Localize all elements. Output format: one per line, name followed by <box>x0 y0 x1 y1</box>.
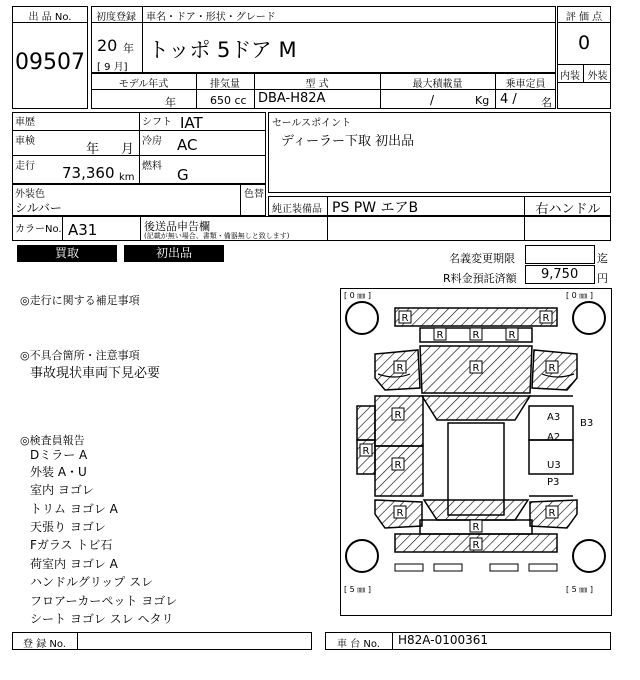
windshield-panel <box>422 396 530 420</box>
shift-value: IAT <box>180 114 203 132</box>
color-change-label: 色替 <box>244 189 264 200</box>
ext-color-value: シルバー <box>15 201 62 215</box>
repair-mark: R <box>394 460 402 471</box>
load-unit: Kg <box>475 94 490 107</box>
report-line: シート ヨゴレ スレ ヘタリ <box>30 612 174 626</box>
rear-left-tyre-icon <box>346 540 378 572</box>
color-no-value: A31 <box>68 221 98 239</box>
car-damage-diagram <box>340 288 612 616</box>
equipment-label: 純正装備品 <box>272 204 322 215</box>
chassis-label: 車 台 No. <box>337 639 380 650</box>
report-line: ハンドルグリップ スレ <box>30 575 154 589</box>
aftermarket-note: (記載が無い場合、書類・備器無しと致します) <box>144 232 290 240</box>
front-left-tyre-depth: [ 0 ㎜ ] <box>344 291 371 300</box>
report-line: 荷室内 ヨゴレ A <box>30 557 118 571</box>
damage-code-a3: A3 <box>547 412 561 423</box>
aftermarket-label: 後送品申告欄 <box>144 220 210 233</box>
ext-color-label: 外装色 <box>15 189 45 200</box>
recycle-amount: 9,750 <box>541 267 579 282</box>
first-reg-label: 初度登録 <box>96 12 136 23</box>
model-code: DBA-H82A <box>258 91 326 106</box>
load-slash: / <box>430 93 435 107</box>
inspector-report-label: ◎検査員報告 <box>20 434 85 447</box>
recycle-unit: 円 <box>597 272 608 285</box>
driving-notes-label: ◎走行に関する補足事項 <box>20 294 140 307</box>
rear-right-tyre-icon <box>573 540 605 572</box>
damage-code-u3: U3 <box>547 460 561 471</box>
lot-number-label: 出 品 No. <box>28 12 72 23</box>
repair-mark: R <box>472 330 480 341</box>
repair-mark: R <box>472 540 480 551</box>
repair-mark: R <box>548 508 556 519</box>
color-no-label: カラーNo. <box>15 224 62 235</box>
repair-mark: R <box>542 313 550 324</box>
name-change-field <box>525 245 595 264</box>
lot-number: 09507 <box>15 50 85 75</box>
color-no-row <box>12 216 611 241</box>
steering-value: 右ハンドル <box>535 202 601 217</box>
sales-point-text: ディーラー下取 初出品 <box>281 134 415 149</box>
sales-point-label: セールスポイント <box>272 118 352 129</box>
repair-mark: R <box>548 363 556 374</box>
recycle-label: R料金預託済額 <box>443 272 517 285</box>
report-line: Fガラス トビ石 <box>30 538 113 552</box>
capacity-label: 乗車定員 <box>505 79 546 90</box>
front-left-tyre-icon <box>346 302 378 334</box>
aircon-value: AC <box>177 136 198 154</box>
repair-mark: R <box>472 522 480 533</box>
displacement-label: 排気量 <box>210 79 240 90</box>
front-bumper-panel <box>395 308 557 326</box>
first-reg-month: [ 9 月] <box>97 62 128 73</box>
first-listing-badge: 初出品 <box>124 245 224 262</box>
inspection-year-unit: 年 <box>86 142 100 157</box>
buy-badge: 買取 <box>17 245 117 262</box>
mileage-value: 73,360 <box>62 164 115 182</box>
rear-right-tyre-depth: [ 5 ㎜ ] <box>566 585 593 594</box>
name-change-unit: 迄 <box>597 252 608 265</box>
repair-mark: R <box>508 330 516 341</box>
front-right-tyre-icon <box>573 302 605 334</box>
repair-mark: R <box>436 330 444 341</box>
history-label: 車歴 <box>15 117 35 128</box>
report-line: Dミラー A <box>30 448 88 462</box>
report-line: 外装 A・U <box>30 465 87 479</box>
model-code-label: 型 式 <box>305 79 329 90</box>
name-change-label: 名義変更期限 <box>449 252 515 265</box>
model-year-unit: 年 <box>165 96 176 109</box>
left-front-door <box>375 396 423 446</box>
repair-mark: R <box>472 363 480 374</box>
rear-left-tyre-depth: [ 5 ㎜ ] <box>344 585 371 594</box>
car-name: トッポ 5ドア M <box>148 38 297 62</box>
damage-code-b3: B3 <box>580 418 594 429</box>
report-line: 室内 ヨゴレ <box>30 483 94 497</box>
max-load-label: 最大積載量 <box>412 79 463 90</box>
capacity-unit: 名 <box>541 96 552 109</box>
aircon-label: 冷房 <box>142 136 162 147</box>
interior-label: 内装 <box>560 71 580 82</box>
repair-mark: R <box>396 508 404 519</box>
repair-mark: R <box>394 410 402 421</box>
shift-label: シフト <box>142 117 172 128</box>
year-unit: 年 <box>123 42 134 55</box>
mileage-unit: km <box>119 172 135 183</box>
first-reg-year: 20 <box>97 36 118 55</box>
mileage-label: 走行 <box>15 161 35 172</box>
capacity-value: 4 / <box>500 92 517 107</box>
model-year-label: モデル年式 <box>118 79 169 90</box>
damage-code-p3: P3 <box>547 477 560 488</box>
exterior-label: 外装 <box>587 71 608 82</box>
repair-mark: R <box>401 313 409 324</box>
displacement-value: 650 cc <box>210 94 247 107</box>
damage-code-a2: A2 <box>547 432 561 443</box>
defects-label: ◎不具合箇所・注意事項 <box>20 349 140 362</box>
report-line: フロアーカーペット ヨゴレ <box>30 594 178 608</box>
left-rear-door <box>375 446 423 496</box>
report-line: トリム ヨゴレ A <box>30 502 118 516</box>
inspection-month-unit: 月 <box>121 142 135 157</box>
fuel-label: 燃料 <box>142 161 162 172</box>
fuel-value: G <box>177 166 189 184</box>
inspection-label: 車検 <box>15 136 35 147</box>
report-line: 天張り ヨゴレ <box>30 520 106 534</box>
repair-mark: R <box>396 363 404 374</box>
equipment-value: PS PW エアB <box>332 200 419 216</box>
front-right-tyre-depth: [ 0 ㎜ ] <box>566 291 593 300</box>
chassis-number: H82A-0100361 <box>398 633 489 647</box>
reg-no-label: 登 録 No. <box>23 639 66 650</box>
score-label: 評 価 点 <box>565 12 603 23</box>
defects-text: 事故現状車両下見必要 <box>30 366 161 381</box>
repair-mark: R <box>362 446 370 457</box>
car-name-label: 車名・ドア・形状・グレード <box>146 12 276 23</box>
score-value: 0 <box>577 32 591 54</box>
